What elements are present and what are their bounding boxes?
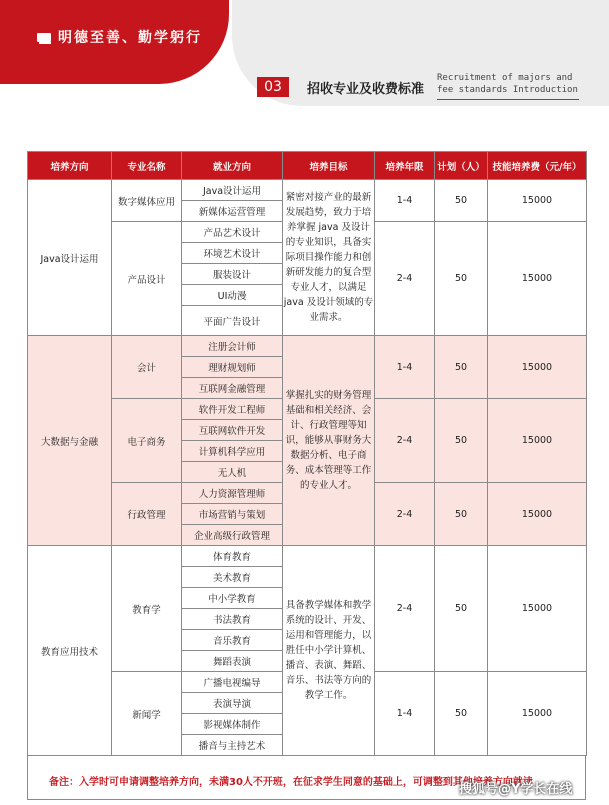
slogan: 明德至善、勤学躬行 <box>58 30 202 46</box>
job-cell: 平面广告设计 <box>182 306 283 336</box>
table-row <box>28 546 587 567</box>
table-row <box>28 180 587 201</box>
job-cell: 表演导演 <box>182 693 283 714</box>
job-cell: 互联网软件开发 <box>182 420 283 441</box>
plan-cell: 50 <box>435 180 488 222</box>
book-icon <box>37 33 51 42</box>
section-subtitle-line2: fee standards Introduction <box>437 85 578 95</box>
col-header-jobs: 就业方向 <box>182 152 283 180</box>
years-cell: 2-4 <box>375 483 435 546</box>
section-subtitle <box>437 72 578 96</box>
job-cell: Java设计运用 <box>182 180 283 201</box>
direction-cell: 教育应用技术 <box>28 546 112 756</box>
watermark: 搜狐号@Y学长在线 <box>459 782 573 797</box>
fee-cell: 15000 <box>488 546 587 672</box>
section-title: 招收专业及收费标准 <box>307 82 425 97</box>
job-cell: 中小学教育 <box>182 588 283 609</box>
major-cell: 教育学 <box>112 546 182 672</box>
job-cell: 人力资源管理师 <box>182 483 283 504</box>
col-header-goal: 培养目标 <box>283 152 375 180</box>
plan-cell: 50 <box>435 222 488 336</box>
job-cell: 计算机科学应用 <box>182 441 283 462</box>
col-header-years: 培养年限 <box>375 152 435 180</box>
job-cell: 播音与主持艺术 <box>182 735 283 756</box>
fee-cell: 15000 <box>488 672 587 756</box>
plan-cell: 50 <box>435 399 488 483</box>
section-subtitle-line1: Recruitment of majors and <box>437 73 573 83</box>
col-header-direction: 培养方向 <box>28 152 112 180</box>
footnote-text: 备注：入学时可申请调整培养方向，未满30人不开班，在征求学生同意的基础上，可调整到其他培养方向就读 <box>49 777 533 788</box>
years-cell: 1-4 <box>375 180 435 222</box>
goal-cell: 紧密对接产业的最新发展趋势，致力于培养掌握 java 及设计的专业知识，具备实际项目操作能力和创新研发能力的复合型专业人才，以满足 java 及设计领域的专业需求。 <box>283 180 375 336</box>
job-cell: 环境艺术设计 <box>182 243 283 264</box>
col-header-fee: 技能培养费（元/年） <box>488 152 587 180</box>
col-header-plan: 计划（人） <box>435 152 488 180</box>
job-cell: 美术教育 <box>182 567 283 588</box>
table-header-row <box>28 152 587 180</box>
years-cell: 2-4 <box>375 546 435 672</box>
job-cell: 理财规划师 <box>182 357 283 378</box>
majors-fee-table <box>27 151 587 756</box>
job-cell: 软件开发工程师 <box>182 399 283 420</box>
goal-cell: 掌握扎实的财务管理基础和相关经济、会计、行政管理等知识，能够从事财务大数据分析、电子商务、成本管理等工作的专业人才。 <box>283 336 375 546</box>
major-cell: 数字媒体应用 <box>112 180 182 222</box>
plan-cell: 50 <box>435 336 488 399</box>
job-cell: UI动漫 <box>182 285 283 306</box>
job-cell: 广播电视编导 <box>182 672 283 693</box>
section-number: 03 <box>257 77 289 97</box>
job-cell: 产品艺术设计 <box>182 222 283 243</box>
job-cell: 体育教育 <box>182 546 283 567</box>
years-cell: 1-4 <box>375 672 435 756</box>
col-header-major: 专业名称 <box>112 152 182 180</box>
job-cell: 注册会计师 <box>182 336 283 357</box>
direction-cell: 大数据与金融 <box>28 336 112 546</box>
job-cell: 互联网金融管理 <box>182 378 283 399</box>
job-cell: 舞蹈表演 <box>182 651 283 672</box>
fee-cell: 15000 <box>488 399 587 483</box>
major-cell: 会计 <box>112 336 182 399</box>
job-cell: 无人机 <box>182 462 283 483</box>
plan-cell: 50 <box>435 546 488 672</box>
major-cell: 行政管理 <box>112 483 182 546</box>
job-cell: 服装设计 <box>182 264 283 285</box>
major-cell: 新闻学 <box>112 672 182 756</box>
table-row <box>28 336 587 357</box>
job-cell: 企业高级行政管理 <box>182 525 283 546</box>
plan-cell: 50 <box>435 672 488 756</box>
plan-cell: 50 <box>435 483 488 546</box>
years-cell: 1-4 <box>375 336 435 399</box>
major-cell: 电子商务 <box>112 399 182 483</box>
goal-cell: 具备教学媒体和教学系统的设计、开发、运用和管理能力，以胜任中小学计算机、播音、表演、舞蹈、音乐、书法等方向的教学工作。 <box>283 546 375 756</box>
job-cell: 影视媒体制作 <box>182 714 283 735</box>
years-cell: 2-4 <box>375 222 435 336</box>
fee-cell: 15000 <box>488 336 587 399</box>
section-underline <box>437 99 579 100</box>
fee-cell: 15000 <box>488 180 587 222</box>
fee-cell: 15000 <box>488 483 587 546</box>
job-cell: 音乐教育 <box>182 630 283 651</box>
direction-cell: Java设计运用 <box>28 180 112 336</box>
job-cell: 书法教育 <box>182 609 283 630</box>
job-cell: 市场营销与策划 <box>182 504 283 525</box>
fee-cell: 15000 <box>488 222 587 336</box>
years-cell: 2-4 <box>375 399 435 483</box>
job-cell: 新媒体运营管理 <box>182 201 283 222</box>
major-cell: 产品设计 <box>112 222 182 336</box>
